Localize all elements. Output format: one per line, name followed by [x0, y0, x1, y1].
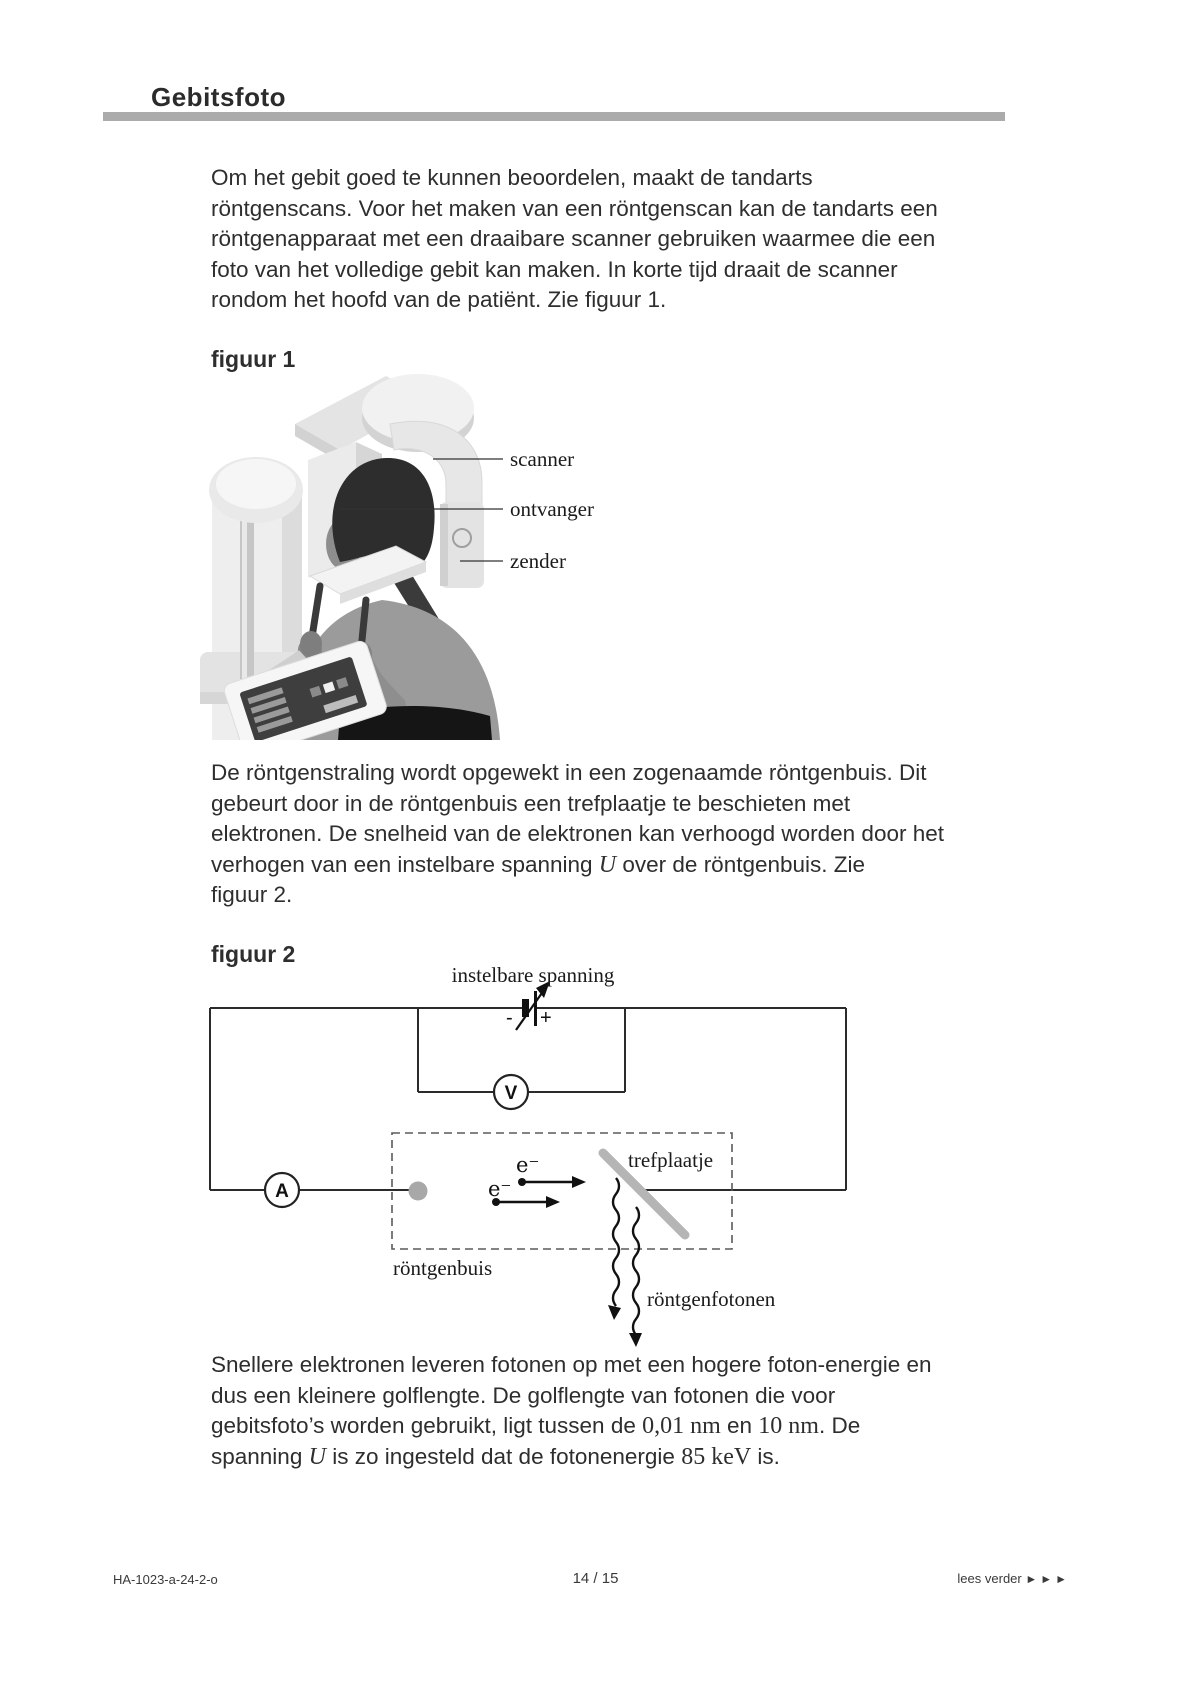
- text-line: Om het gebit goed te kunnen beoordelen, maakt de tandarts: [211, 165, 813, 190]
- photon-wave-2: [629, 1207, 642, 1347]
- paragraph3: [211, 1350, 932, 1472]
- electron2-label: e⁻: [488, 1177, 512, 1201]
- minus-sign: -: [506, 1007, 513, 1029]
- text-line: dus een kleinere golflengte. De golflengte van fotonen die voor: [211, 1382, 836, 1408]
- text-line: figuur 2.: [211, 882, 293, 907]
- label-rontgenfotonen: röntgenfotonen: [647, 1287, 776, 1311]
- electron-1: [516, 1153, 586, 1188]
- machine-emitter-box: [440, 502, 484, 588]
- paragraph2: [211, 758, 944, 911]
- figure1-caption: figuur 1: [211, 346, 296, 372]
- label-zender: zender: [510, 549, 566, 573]
- electron1-label: e⁻: [516, 1153, 540, 1177]
- continue-arrows-icon: ►►►: [1025, 1572, 1070, 1586]
- text-line: gebeurt door in de röntgenbuis een trefplaatje te beschieten met: [211, 790, 851, 816]
- text-line: De röntgenstraling wordt opgewekt in een zogenaamde röntgenbuis. Dit: [211, 760, 927, 785]
- title-rule: [103, 112, 1005, 121]
- intro-paragraph: [211, 163, 938, 316]
- page-title: Gebitsfoto: [151, 82, 286, 112]
- text-line: foto van het volledige gebit kan maken. In korte tijd draait de scanner: [211, 256, 898, 282]
- footer-page-indicator: 14 / 15: [572, 1570, 619, 1587]
- label-rontgenbuis: röntgenbuis: [393, 1256, 493, 1280]
- text-line: verhogen van een instelbare spanning U over de röntgenbuis. Zie: [211, 851, 866, 878]
- footer-continue: [957, 1571, 1070, 1586]
- label-ontvanger: ontvanger: [510, 497, 594, 521]
- footer-doc-code: HA-1023-a-24-2-o: [113, 1572, 218, 1587]
- ammeter-letter: A: [275, 1181, 289, 1202]
- plus-sign: +: [540, 1007, 552, 1029]
- symbol-U: U: [598, 851, 617, 878]
- value-photon-energy: 85 keV: [681, 1443, 752, 1470]
- label-instelbare-spanning: instelbare spanning: [451, 963, 615, 987]
- figure2-caption: figuur 2: [211, 941, 296, 967]
- symbol-U: U: [308, 1443, 326, 1470]
- value-wavelength-max: 10 nm: [758, 1413, 819, 1439]
- text-line: Snellere elektronen leveren fotonen op met een hogere foton-energie en: [211, 1352, 932, 1377]
- text-line: röntgenapparaat met een draaibare scanner gebruiken waarmee die een: [211, 226, 936, 251]
- text-line: röntgenscans. Voor het maken van een röntgenscan kan de tandarts een: [211, 195, 938, 221]
- footer-continue-text: lees verder: [957, 1571, 1022, 1586]
- text-line: rondom het hoofd van de patiënt. Zie figuur 1.: [211, 287, 667, 312]
- figure2-circuit-diagram: [170, 960, 890, 1360]
- text-line: spanning U is zo ingesteld dat de fotonenergie 85 keV is.: [211, 1443, 780, 1470]
- figure1-illustration: [190, 362, 610, 740]
- voltmeter-letter: V: [504, 1083, 518, 1104]
- text-line: elektronen. De snelheid van de elektronen kan verhoogd worden door het: [211, 821, 944, 846]
- cathode-dot: [409, 1182, 428, 1201]
- label-trefplaatje: trefplaatje: [628, 1148, 714, 1172]
- value-wavelength-min: 0,01 nm: [642, 1413, 721, 1439]
- label-scanner: scanner: [510, 447, 575, 471]
- text-line: gebitsfoto’s worden gebruikt, ligt tussen de 0,01 nm en 10 nm. De: [211, 1413, 861, 1439]
